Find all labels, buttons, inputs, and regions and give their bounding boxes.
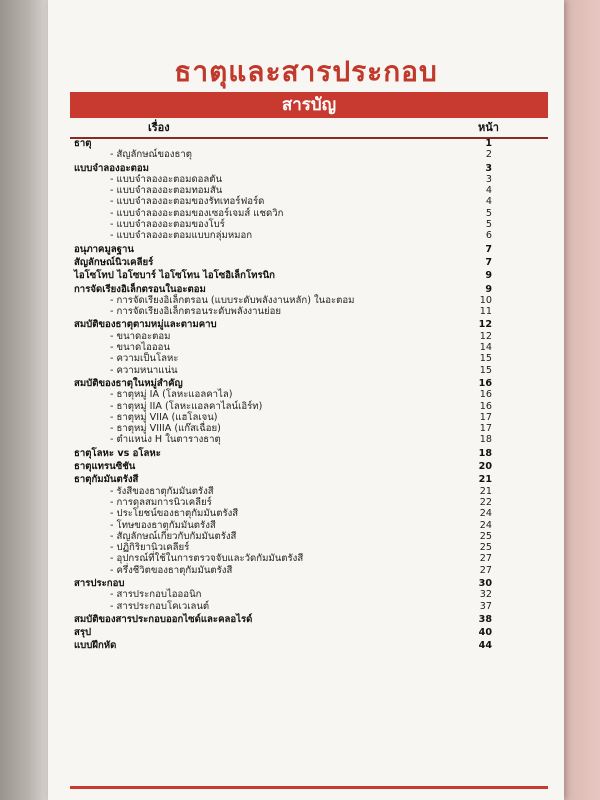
column-header-topic: เรื่อง	[148, 121, 170, 134]
toc-entry-label: - ครึ่งชีวิตของธาตุกัมมันตรังสี	[110, 564, 233, 576]
toc-entry-page: 24	[479, 508, 492, 520]
toc-entry-page: 6	[485, 230, 492, 242]
toc-entry-label: - แบบจำลองอะตอมทอมสัน	[110, 185, 223, 197]
toc-entry-page: 40	[478, 627, 492, 639]
toc-row	[48, 219, 564, 230]
toc-entry-page: 25	[479, 542, 492, 554]
toc-row	[48, 531, 564, 542]
toc-entry-page: 7	[485, 256, 492, 268]
toc-row	[48, 497, 564, 508]
toc-banner: สารบัญ	[70, 92, 548, 118]
toc-entry-label: - สารประกอบไอออนิก	[110, 589, 202, 601]
toc-entry-label: - การดุลสมการนิวเคลียร์	[110, 496, 212, 508]
toc-entry-label: - ตำแหน่ง H ในตารางธาตุ	[110, 434, 221, 446]
toc-entry-page: 27	[479, 553, 492, 565]
toc-entry-page: 20	[478, 461, 492, 473]
toc-row	[48, 412, 564, 423]
toc-entry-label: ไอโซโทป ไอโซบาร์ ไอโซโทน ไอโซอิเล็กโทรนิก	[74, 270, 275, 282]
toc-entry-label: การจัดเรียงอิเล็กตรอนในอะตอม	[74, 283, 206, 295]
toc-entry-page: 24	[479, 519, 492, 531]
toc-entry-page: 25	[479, 530, 492, 542]
toc-row	[48, 461, 564, 472]
toc-entry-label: - แบบจำลองอะตอมแบบกลุ่มหมอก	[110, 230, 253, 242]
toc-entry-label: - ธาตุหมู่ VIIIA (แก๊สเฉื่อย)	[110, 423, 221, 435]
toc-entry-page: 38	[478, 613, 492, 625]
toc-entry-label: - อุปกรณ์ที่ใช้ในการตรวจจับและวัดกัมมันตรังสี	[110, 553, 304, 565]
toc-row	[48, 448, 564, 459]
toc-entry-page: 37	[479, 600, 492, 612]
toc-entry-page: 11	[479, 306, 492, 318]
footer-divider	[70, 786, 548, 789]
toc-row	[48, 401, 564, 412]
toc-entry-label: สมบัติของธาตุตามหมู่และตามคาบ	[74, 319, 217, 331]
toc-row	[48, 520, 564, 531]
toc-entry-page: 9	[485, 270, 492, 282]
toc-entry-label: - สัญลักษณ์ของธาตุ	[110, 149, 192, 161]
toc-entry-page: 5	[485, 207, 492, 219]
toc-entry-page: 14	[479, 342, 492, 354]
toc-row	[48, 640, 564, 651]
toc-entry-label: - ขนาดไอออน	[110, 342, 170, 354]
toc-entry-label: สมบัติของสารประกอบออกไซด์และคลอไรด์	[74, 613, 253, 625]
toc-entry-page: 30	[478, 577, 492, 589]
toc-entry-page: 22	[479, 496, 492, 508]
toc-entry-page: 21	[479, 485, 492, 497]
toc-row	[48, 306, 564, 317]
toc-row	[48, 423, 564, 434]
toc-entry-page: 4	[485, 196, 492, 208]
toc-entry-page: 16	[478, 377, 492, 389]
toc-row	[48, 365, 564, 376]
toc-entry-label: สรุป	[74, 627, 92, 639]
toc-entry-page: 3	[485, 173, 492, 185]
toc-entry-label: แบบฝึกหัด	[74, 640, 117, 652]
toc-entry-page: 12	[479, 330, 492, 342]
toc-row	[48, 389, 564, 400]
toc-row	[48, 565, 564, 576]
toc-row	[48, 601, 564, 612]
toc-entry-label: ธาตุแทรนซิชัน	[74, 461, 136, 473]
toc-entry-page: 17	[479, 423, 492, 435]
toc-entry-label: - โทษของธาตุกัมมันตรังสี	[110, 519, 216, 531]
toc-entry-label: - สารประกอบโคเวเลนต์	[110, 600, 210, 612]
column-header-page: หน้า	[478, 121, 499, 134]
book-spine-shadow	[0, 0, 48, 800]
toc-entry-label: อนุภาคมูลฐาน	[74, 243, 134, 255]
toc-entry-page: 1	[485, 138, 492, 149]
toc-row	[48, 614, 564, 625]
toc-row	[48, 578, 564, 589]
toc-entry-label: - การจัดเรียงอิเล็กตรอนระดับพลังงานย่อย	[110, 306, 282, 318]
toc-entry-label: ธาตุกัมมันตรังสี	[74, 474, 139, 486]
toc-entry-label: - ความหนาแน่น	[110, 364, 178, 376]
toc-row	[48, 319, 564, 330]
toc-entry-page: 2	[485, 149, 492, 161]
toc-entry-page: 16	[479, 389, 492, 401]
toc-entry-page: 17	[479, 411, 492, 423]
toc-entry-label: - แบบจำลองอะตอมของโบร์	[110, 219, 225, 231]
toc-row	[48, 508, 564, 519]
toc-entry-page: 15	[479, 353, 492, 365]
toc-entry-page: 18	[479, 434, 492, 446]
toc-row	[48, 270, 564, 281]
toc-row	[48, 138, 564, 149]
toc-row	[48, 589, 564, 600]
toc-entry-label: - สัญลักษณ์เกี่ยวกับกัมมันตรังสี	[110, 530, 237, 542]
toc-entry-label: - แบบจำลองอะตอมดอลตัน	[110, 173, 223, 185]
toc-entry-page: 27	[479, 564, 492, 576]
toc-entry-label: ธาตุ	[74, 138, 92, 149]
toc-entry-label: สมบัติของธาตุในหมู่สำคัญ	[74, 377, 183, 389]
toc-entry-page: 7	[485, 243, 492, 255]
table-of-contents	[48, 138, 564, 652]
document-page	[48, 0, 564, 800]
toc-entry-label: สัญลักษณ์นิวเคลียร์	[74, 256, 154, 268]
toc-row	[48, 196, 564, 207]
toc-row	[48, 474, 564, 485]
toc-entry-label: - ธาตุหมู่ VIIA (แฮโลเจน)	[110, 411, 218, 423]
toc-row	[48, 185, 564, 196]
toc-entry-label: - ขนาดอะตอม	[110, 330, 171, 342]
toc-entry-label: - ธาตุหมู่ IA (โลหะแอลคาไล)	[110, 389, 233, 401]
toc-entry-label: - รังสีของธาตุกัมมันตรังสี	[110, 485, 214, 497]
toc-entry-page: 9	[485, 283, 492, 295]
toc-entry-page: 5	[485, 219, 492, 231]
toc-row	[48, 163, 564, 174]
toc-entry-label: - ประโยชน์ของธาตุกัมมันตรังสี	[110, 508, 239, 520]
page-title: ธาตุและสารประกอบ	[174, 55, 438, 88]
toc-row	[48, 331, 564, 342]
toc-entry-label: แบบจำลองอะตอม	[74, 162, 149, 174]
toc-entry-label: - ธาตุหมู่ IIA (โลหะแอลคาไลน์เอิร์ท)	[110, 400, 263, 412]
toc-row	[48, 378, 564, 389]
toc-entry-page: 16	[479, 400, 492, 412]
toc-row	[48, 230, 564, 241]
toc-entry-page: 15	[479, 364, 492, 376]
toc-entry-page: 18	[478, 447, 492, 459]
toc-row	[48, 486, 564, 497]
toc-row	[48, 353, 564, 364]
toc-entry-label: - ปฏิกิริยานิวเคลียร์	[110, 542, 190, 554]
toc-entry-label: - การจัดเรียงอิเล็กตรอน (แบบระดับพลังงานหลัก) ในอะตอม	[110, 294, 355, 306]
toc-entry-page: 21	[478, 474, 492, 486]
toc-row	[48, 244, 564, 255]
toc-row	[48, 257, 564, 268]
toc-row	[48, 542, 564, 553]
toc-row	[48, 208, 564, 219]
toc-entry-page: 44	[478, 640, 492, 652]
toc-row	[48, 434, 564, 445]
toc-row	[48, 553, 564, 564]
toc-row	[48, 627, 564, 638]
toc-entry-label: - ความเป็นโลหะ	[110, 353, 179, 365]
toc-row	[48, 149, 564, 160]
toc-entry-page: 32	[479, 589, 492, 601]
toc-row	[48, 284, 564, 295]
toc-entry-page: 12	[478, 319, 492, 331]
toc-entry-page: 3	[485, 162, 492, 174]
toc-entry-label: ธาตุโลหะ vs อโลหะ	[74, 447, 161, 459]
toc-entry-page: 4	[485, 185, 492, 197]
toc-row	[48, 295, 564, 306]
background-surface	[564, 0, 600, 800]
toc-row	[48, 342, 564, 353]
toc-entry-label: - แบบจำลองอะตอมของรัทเทอร์ฟอร์ด	[110, 196, 265, 208]
toc-entry-label: สารประกอบ	[74, 577, 125, 589]
toc-entry-label: - แบบจำลองอะตอมของเซอร์เจมส์ แชดวิก	[110, 207, 284, 219]
toc-entry-page: 10	[479, 294, 492, 306]
toc-row	[48, 174, 564, 185]
